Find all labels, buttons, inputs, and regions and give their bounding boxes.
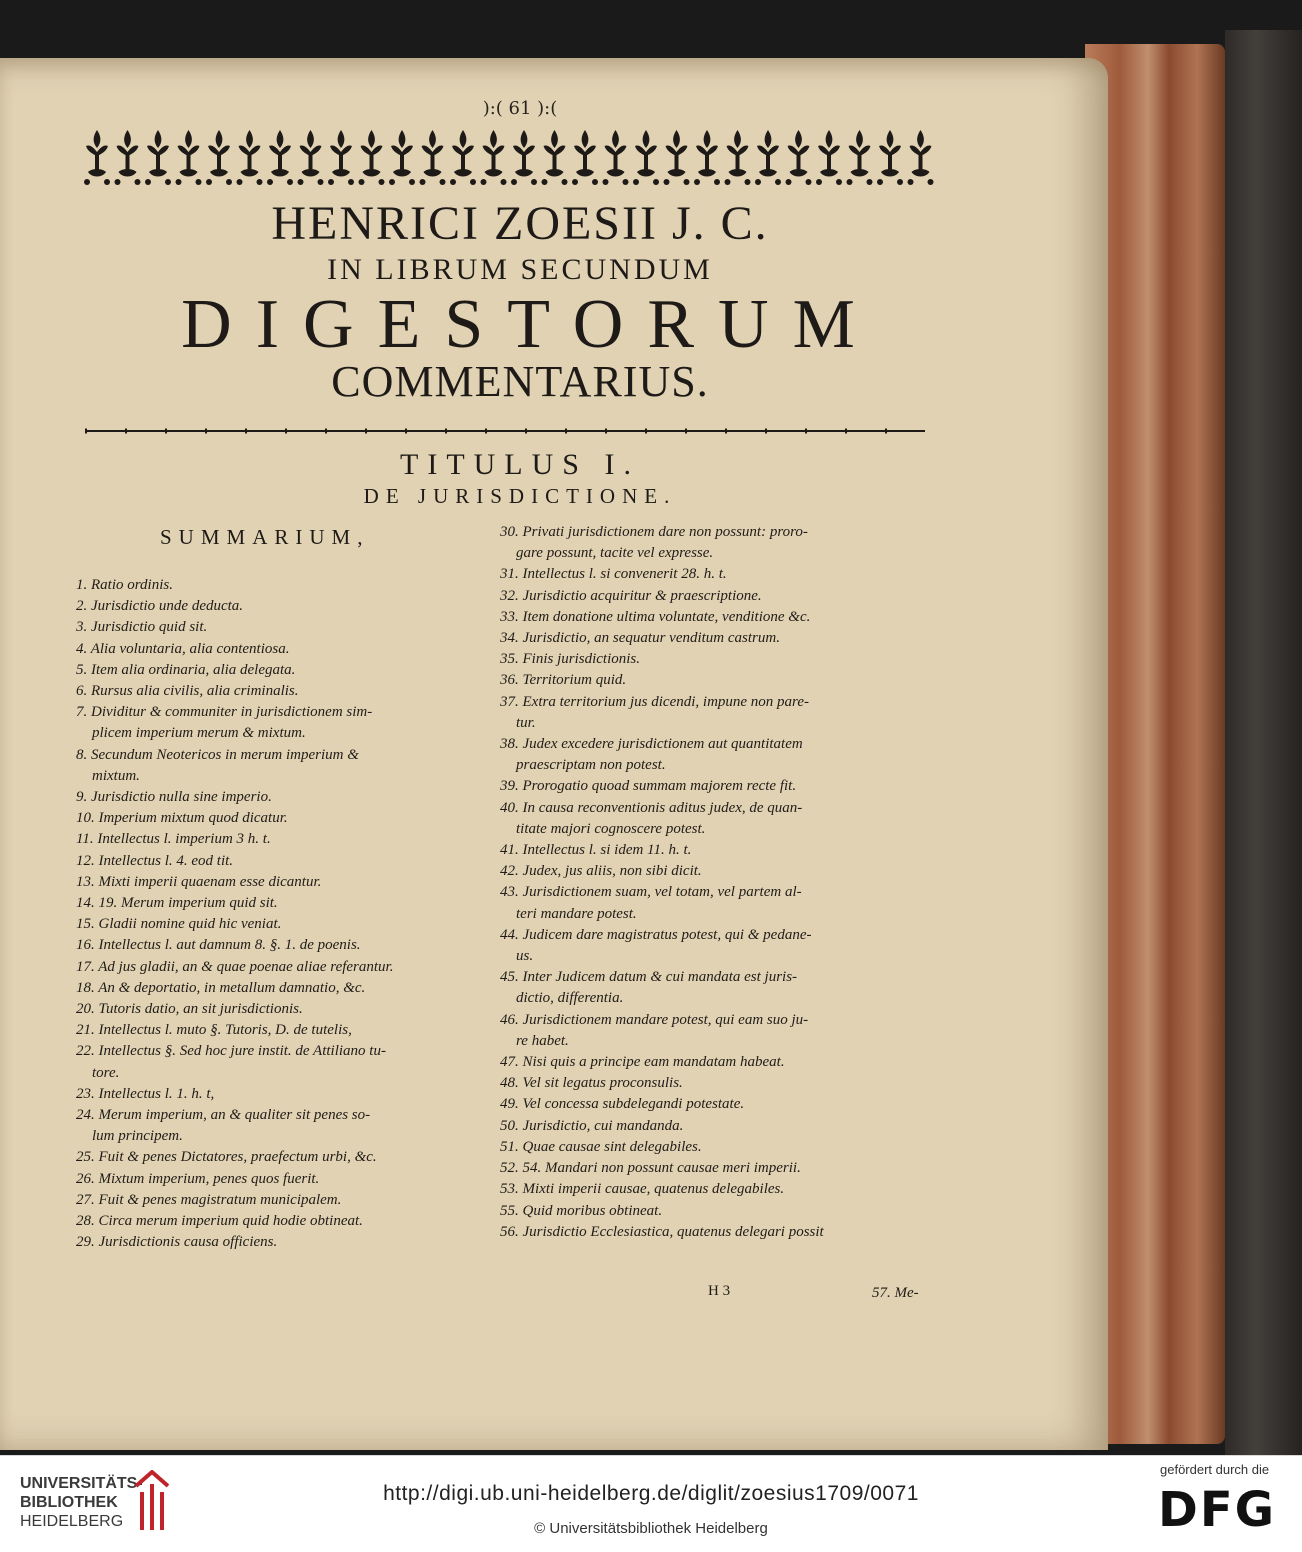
summary-entry (500, 649, 930, 670)
summary-entry-text: 20. Tutoris datio, an sit jurisdictionis. (76, 1001, 303, 1018)
summary-entry-text: 48. Vel sit legatus proconsulis. (500, 1075, 683, 1092)
summary-entry-text: 8. Secundum Neotericos in merum imperium & (76, 746, 359, 763)
summary-entry-text: 50. Jurisdictio, cui mandanda. (500, 1117, 684, 1134)
library-line-3: HEIDELBERG (20, 1513, 124, 1530)
summary-entry (76, 639, 471, 660)
summary-entry-text: 14. 19. Merum imperium quid sit. (76, 895, 278, 912)
summarium-heading: SUMMARIUM, (160, 525, 370, 549)
summary-entry (76, 851, 471, 872)
summary-entry-text: 44. Judicem dare magistratus potest, qui & pedane- (500, 926, 812, 943)
summary-entry-continuation: plicem imperium merum & mixtum. (92, 725, 306, 742)
summary-entry (76, 1232, 471, 1253)
summary-entry (500, 1116, 930, 1137)
summary-entry-text: 12. Intellectus l. 4. eod tit. (76, 852, 234, 869)
summary-entry-text: 4. Alia voluntaria, alia contentiosa. (76, 640, 290, 657)
summary-entry (76, 681, 471, 702)
summary-entry-text: 56. Jurisdictio Ecclesiastica, quatenus delegari possit (500, 1223, 824, 1240)
summary-entry-text: 9. Jurisdictio nulla sine imperio. (76, 789, 272, 806)
summary-entry (500, 1094, 930, 1115)
summary-entry (76, 1084, 471, 1105)
library-line-2: BIBLIOTHEK (20, 1494, 118, 1511)
summary-entry-text: 16. Intellectus l. aut damnum 8. §. 1. de poenis. (76, 937, 361, 954)
summary-entry (76, 596, 471, 617)
summary-entry-continuation: lum principem. (92, 1128, 183, 1145)
summary-entry-continuation: tur. (516, 714, 536, 731)
summary-entry (500, 564, 930, 585)
summary-entry (76, 829, 471, 850)
summary-entry-text: 55. Quid moribus obtineat. (500, 1202, 663, 1219)
summary-entry (76, 1020, 471, 1041)
summary-entry-text: 29. Jurisdictionis causa officiens. (76, 1234, 278, 1251)
summary-entry-text: 35. Finis jurisdictionis. (500, 651, 641, 668)
summary-entry (500, 967, 930, 1009)
summary-entry-text: 41. Intellectus l. si idem 11. h. t. (500, 842, 692, 859)
book-cover-edge (1225, 30, 1302, 1455)
summary-entry-text: 6. Rursus alia civilis, alia criminalis. (76, 683, 299, 700)
summary-entry (500, 692, 930, 734)
summary-entry-continuation: mixtum. (92, 767, 140, 784)
fleuron-border-ornament (82, 128, 937, 188)
summary-entry (500, 628, 930, 649)
summary-entry-text: 7. Dividitur & communiter in jurisdictionem sim- (76, 704, 373, 721)
summary-entry-text: 17. Ad jus gladii, an & quae poenae aliae referantur. (76, 958, 394, 975)
summary-entry-text: 46. Jurisdictionem mandare potest, qui eam suo ju- (500, 1011, 809, 1028)
summary-entry (500, 1179, 930, 1200)
permalink-url[interactable]: http://digi.ub.uni-heidelberg.de/diglit/zoesius1709/0071 (383, 1482, 919, 1505)
summary-entry-text: 32. Jurisdictio acquiritur & praescriptione. (500, 587, 762, 604)
footer-bar (0, 1455, 1302, 1552)
summary-entry-text: 40. In causa reconventionis aditus judex, de quan- (500, 799, 803, 816)
summary-entry (76, 575, 471, 596)
summary-entry-text: 3. Jurisdictio quid sit. (76, 619, 208, 636)
titulus-heading: TITULUS I. (400, 448, 640, 481)
summary-entry-continuation: tore. (92, 1064, 120, 1081)
summary-entry-text: 43. Jurisdictionem suam, vel totam, vel partem al- (500, 884, 802, 901)
summary-entry-continuation: us. (516, 948, 534, 965)
summary-entry-text: 15. Gladii nomine quid hic veniat. (76, 916, 282, 933)
summary-entry-text: 22. Intellectus §. Sed hoc jure instit. de Attiliano tu- (76, 1043, 386, 1060)
summary-entry-text: 53. Mixti imperii causae, quatenus delegabiles. (500, 1181, 785, 1198)
copyright-notice: © Universitätsbibliothek Heidelberg (534, 1520, 768, 1537)
summary-entry (76, 957, 471, 978)
summary-entry-text: 30. Privati jurisdictionem dare non possunt: proro- (500, 524, 808, 540)
summary-entry-text: 31. Intellectus l. si convenerit 28. h. t. (500, 566, 727, 583)
summary-entry (500, 1010, 930, 1052)
summary-entry-continuation: re habet. (516, 1032, 569, 1049)
summary-entry (76, 1211, 471, 1232)
summary-entry (76, 914, 471, 935)
summary-entry-continuation: dictio, differentia. (516, 990, 624, 1007)
summary-entry-text: 10. Imperium mixtum quod dicatur. (76, 810, 288, 827)
catchword: 57. Me- (872, 1285, 919, 1301)
page-number: ):( 61 ):( (482, 98, 558, 119)
summary-entry (76, 999, 471, 1020)
library-line-1: UNIVERSITÄTS- (20, 1475, 143, 1492)
summary-entry-text: 18. An & deportatio, in metallum damnatio, &c. (76, 979, 366, 996)
summary-entry-text: 42. Judex, jus aliis, non sibi dicit. (500, 863, 702, 880)
summary-entry (500, 670, 930, 691)
summary-entry-text: 24. Merum imperium, an & qualiter sit penes so- (76, 1107, 371, 1124)
summary-entry (500, 1158, 930, 1179)
summary-entry-text: 26. Mixtum imperium, penes quos fuerit. (76, 1170, 320, 1187)
summary-entry (500, 586, 930, 607)
summary-entry (500, 1201, 930, 1222)
summary-entry (500, 1052, 930, 1073)
summary-entry (500, 798, 930, 840)
summary-entry (76, 1105, 471, 1147)
title-line-3: DIGESTORUM (181, 286, 879, 363)
summary-entry-text: 5. Item alia ordinaria, alia delegata. (76, 661, 296, 678)
summary-entry (500, 734, 930, 776)
summary-entry (500, 1137, 930, 1158)
summary-entry-text: 52. 54. Mandari non possunt causae meri imperii. (500, 1160, 801, 1177)
summary-entry-text: 51. Quae causae sint delegabiles. (500, 1138, 702, 1155)
summary-entry (500, 522, 930, 564)
summary-entry-continuation: praescriptam non potest. (516, 757, 666, 774)
summary-entry-text: 39. Prorogatio quoad summam majorem recte fit. (500, 778, 797, 795)
summary-list-left (76, 575, 471, 1254)
title-line-2: IN LIBRUM SECUNDUM (327, 253, 713, 286)
summary-list-right (500, 522, 930, 1243)
summary-entry-text: 11. Intellectus l. imperium 3 h. t. (76, 831, 271, 848)
summary-entry-continuation: gare possunt, tacite vel expresse. (516, 545, 714, 562)
summary-entry-continuation: titate majori cognoscere potest. (516, 820, 706, 837)
decorative-rule (85, 428, 925, 434)
summary-entry (500, 607, 930, 628)
summary-entry-text: 34. Jurisdictio, an sequatur venditum castrum. (500, 630, 780, 647)
summary-entry (76, 808, 471, 829)
summary-entry (76, 1147, 471, 1168)
summary-entry (76, 978, 471, 999)
summary-entry (500, 882, 930, 924)
summary-entry-text: 28. Circa merum imperium quid hodie obtineat. (76, 1213, 363, 1230)
summary-entry (500, 1222, 930, 1243)
summary-entry-text: 13. Mixti imperii quaenam esse dicantur. (76, 873, 322, 890)
summary-entry (76, 617, 471, 638)
chapter-subtitle: DE JURISDICTIONE. (363, 484, 677, 508)
summary-entry-text: 21. Intellectus l. muto §. Tutoris, D. de tutelis, (76, 1022, 352, 1039)
summary-entry (76, 702, 471, 744)
summary-entry-text: 27. Fuit & penes magistratum municipalem. (76, 1191, 342, 1208)
funding-caption: gefördert durch die (1160, 1462, 1270, 1477)
summary-entry (500, 925, 930, 967)
summary-entry-text: 36. Territorium quid. (500, 672, 627, 689)
dfg-logo[interactable]: DFG (1158, 1482, 1277, 1538)
summary-entry (500, 861, 930, 882)
summary-entry (76, 1190, 471, 1211)
summary-entry (76, 660, 471, 681)
summary-entry (76, 1041, 471, 1083)
summary-entry-text: 37. Extra territorium jus dicendi, impune non pare- (500, 693, 809, 710)
summary-entry (76, 872, 471, 893)
summary-entry (76, 745, 471, 787)
summary-entry-text: 25. Fuit & penes Dictatores, praefectum urbi, &c. (76, 1149, 377, 1166)
summary-entry (76, 1169, 471, 1190)
summary-entry-continuation: teri mandare potest. (516, 905, 637, 922)
summary-entry (500, 1073, 930, 1094)
title-line-4: COMMENTARIUS. (331, 357, 709, 406)
title-author: HENRICI ZOESII J. C. (271, 197, 769, 250)
summary-entry-text: 45. Inter Judicem datum & cui mandata est juris- (500, 969, 798, 986)
summary-entry-text: 47. Nisi quis a principe eam mandatam habeat. (500, 1054, 785, 1071)
summary-entry (76, 893, 471, 914)
summary-entry-text: 23. Intellectus l. 1. h. t, (76, 1085, 215, 1102)
summary-entry-text: 38. Judex excedere jurisdictionem aut quantitatem (500, 736, 803, 753)
summary-entry-text: 1. Ratio ordinis. (76, 577, 173, 593)
summary-entry (500, 840, 930, 861)
summary-entry (76, 935, 471, 956)
summary-entry-text: 33. Item donatione ultima voluntate, venditione &c. (500, 608, 811, 625)
summary-entry-text: 2. Jurisdictio unde deducta. (76, 598, 244, 615)
signature-mark: H 3 (708, 1283, 731, 1299)
summary-entry-text: 49. Vel concessa subdelegandi potestate. (500, 1096, 745, 1113)
summary-entry (500, 776, 930, 797)
summary-entry (76, 787, 471, 808)
